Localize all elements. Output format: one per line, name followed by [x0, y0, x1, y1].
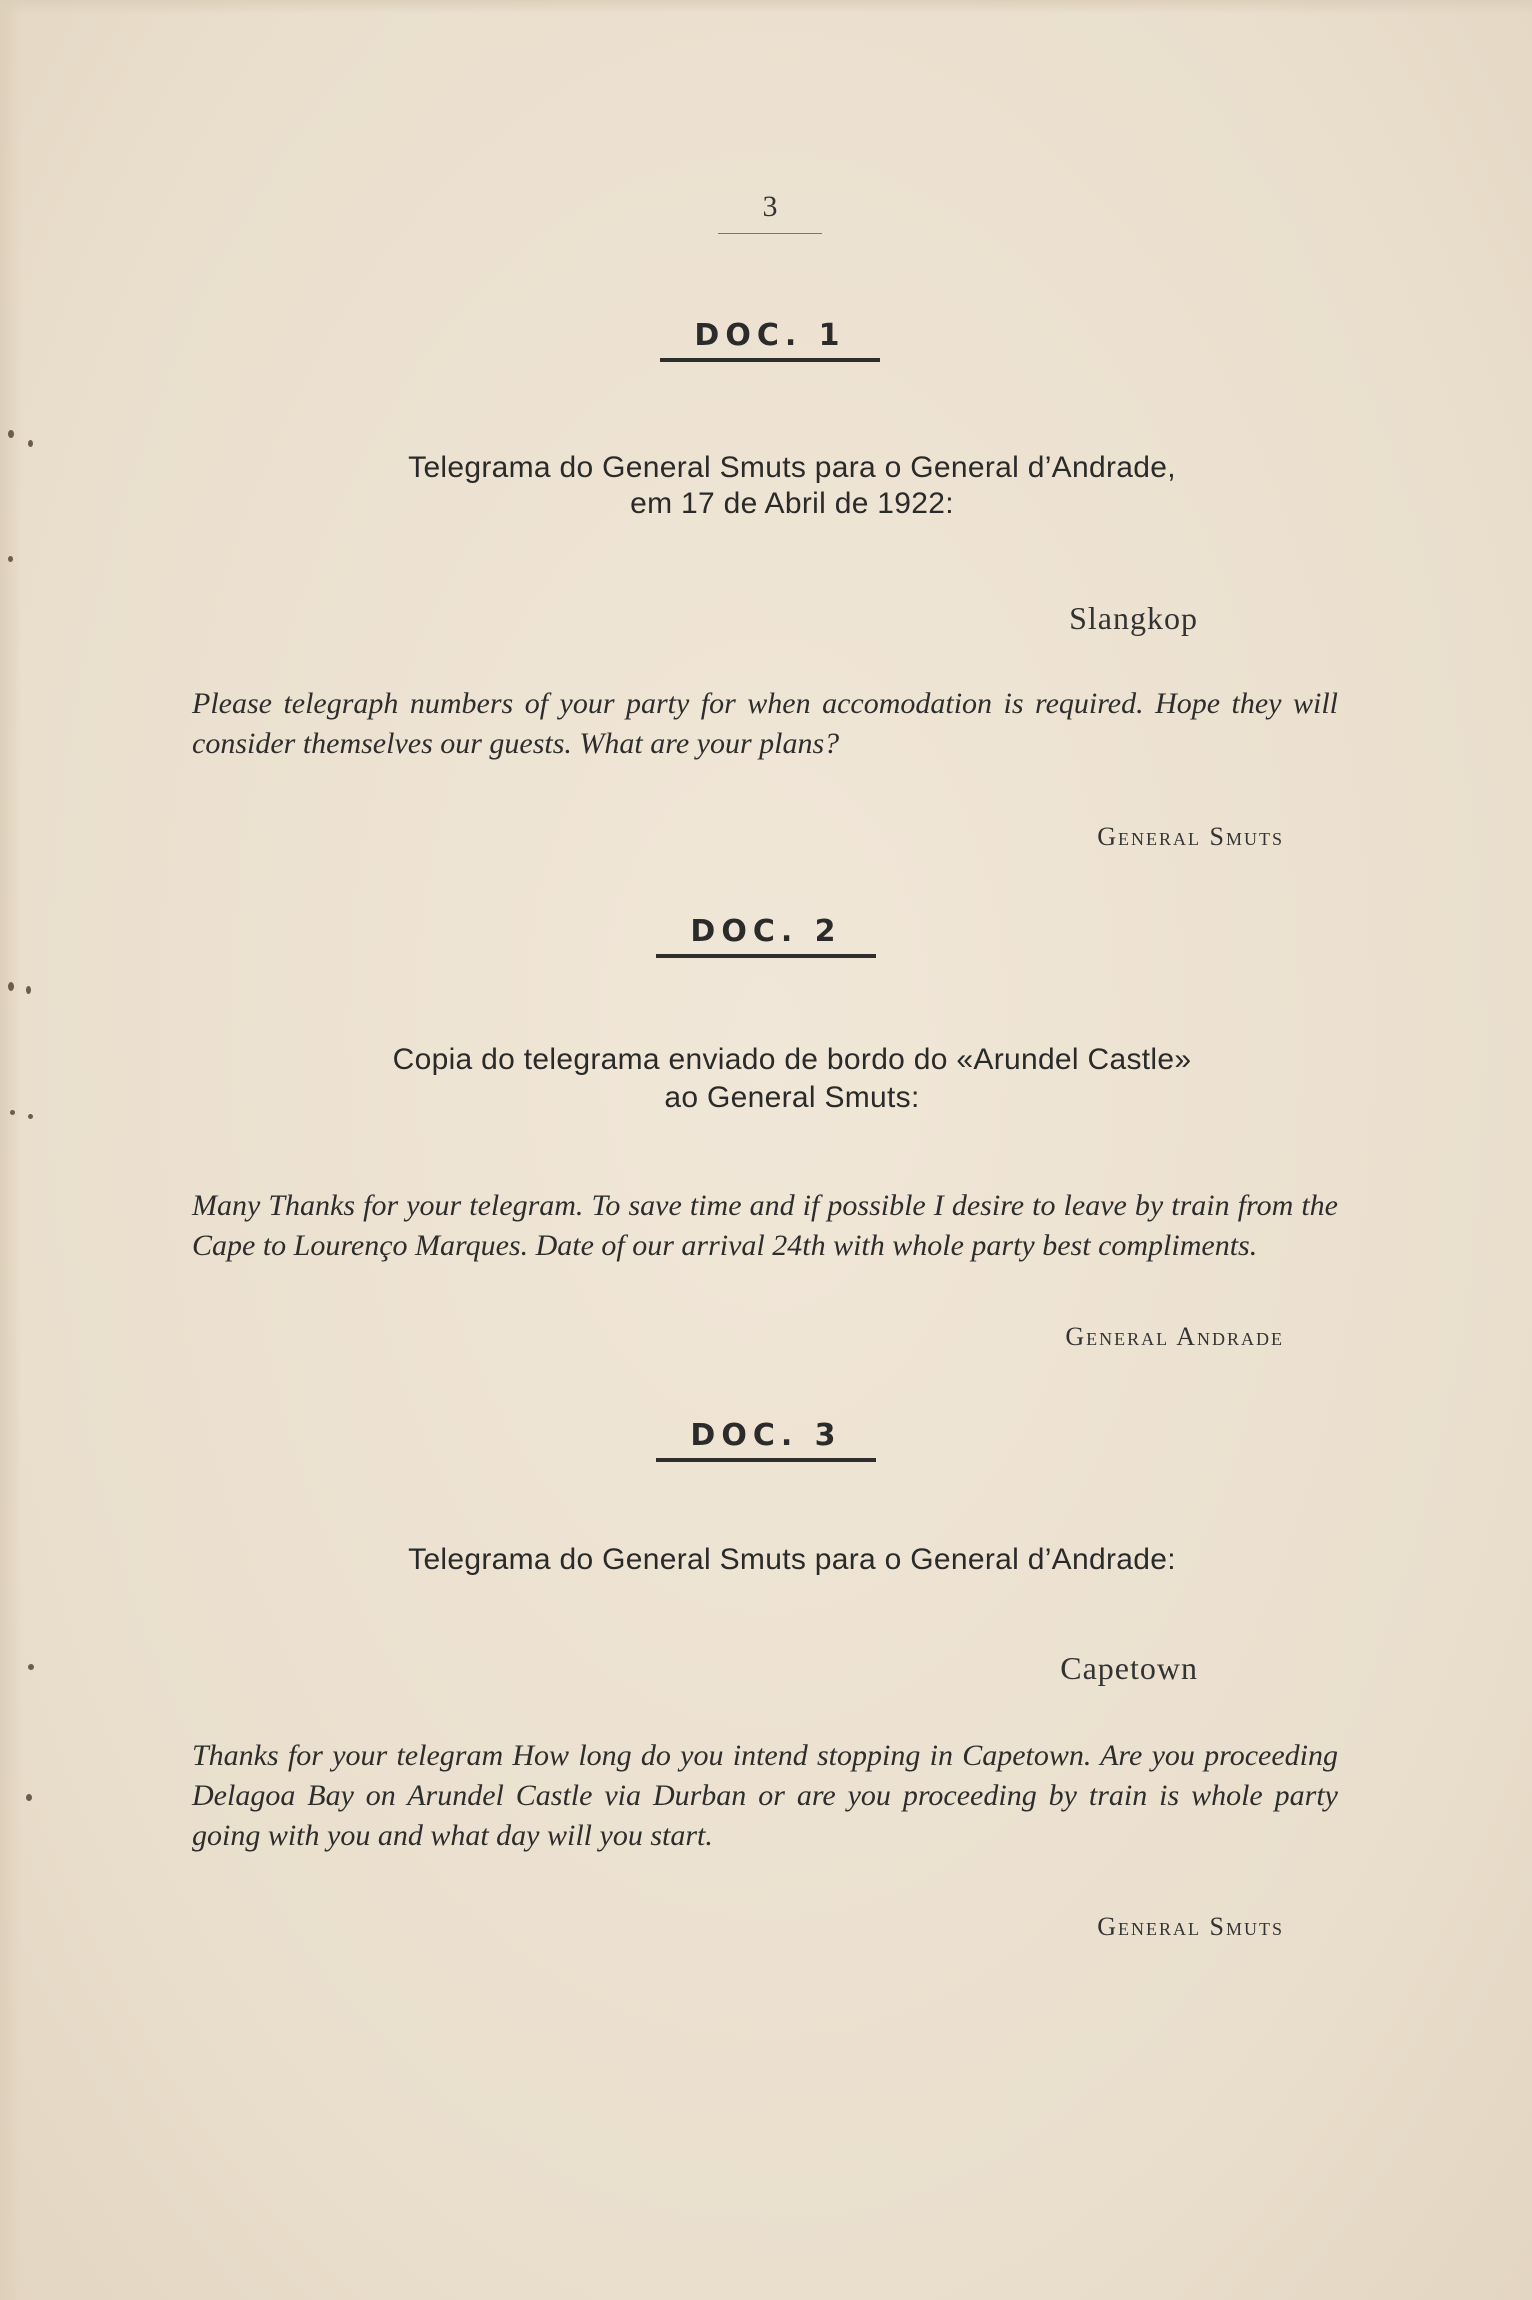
page-number: 3 — [762, 190, 778, 223]
doc-1-caption-line-1: Telegrama do General Smuts para o General d’Andrade, — [408, 451, 1176, 484]
paper-speck — [10, 1110, 15, 1115]
doc-2-message: Many Thanks for your telegram. To save time and if possible I desire to leave by train from the Cape to Lourenço Marques. Date of our arrival 24th with whole party best compliments. — [192, 1189, 1338, 1262]
paper-speck — [8, 556, 13, 562]
doc-3-message: Thanks for your telegram How long do you intend stopping in Capetown. Are you proceeding Delagoa Bay on Arundel Castle via Durban or are you proceeding by train is whole party going with you and what day will you start. — [192, 1739, 1338, 1852]
page-top-edge — [0, 0, 1532, 14]
paper-speck — [28, 1664, 34, 1670]
doc-3-place: Capetown — [1060, 1650, 1198, 1686]
paper-speck — [8, 430, 14, 438]
doc-1-signature: General Smuts — [1097, 822, 1284, 851]
doc-1-message: Please telegraph numbers of your party for when accomodation is required. Hope they will consider themselves our guests. What are your plans? — [192, 687, 1338, 760]
doc-1-heading: DOC. 1 — [660, 318, 880, 362]
doc-1-caption-line-2: em 17 de Abril de 1922: — [630, 487, 954, 520]
doc-3-heading: DOC. 3 — [656, 1418, 876, 1462]
paper-speck — [26, 1794, 32, 1801]
page-number-rule — [718, 233, 822, 234]
paper-speck — [8, 982, 14, 991]
paper-speck — [28, 440, 33, 447]
doc-2-caption-line-1: Copia do telegrama enviado de bordo do «Arundel Castle» — [392, 1043, 1192, 1076]
doc-1-place: Slangkop — [1069, 600, 1198, 636]
doc-2-heading: DOC. 2 — [656, 914, 876, 958]
paper-speck — [26, 986, 31, 994]
doc-2-signature: General Andrade — [1065, 1322, 1284, 1351]
doc-2-caption-line-2: ao General Smuts: — [664, 1081, 920, 1114]
page-left-edge — [0, 0, 22, 2300]
doc-3-signature: General Smuts — [1097, 1912, 1284, 1941]
doc-3-caption-line-1: Telegrama do General Smuts para o General d’Andrade: — [408, 1543, 1176, 1576]
paper-speck — [28, 1114, 33, 1119]
